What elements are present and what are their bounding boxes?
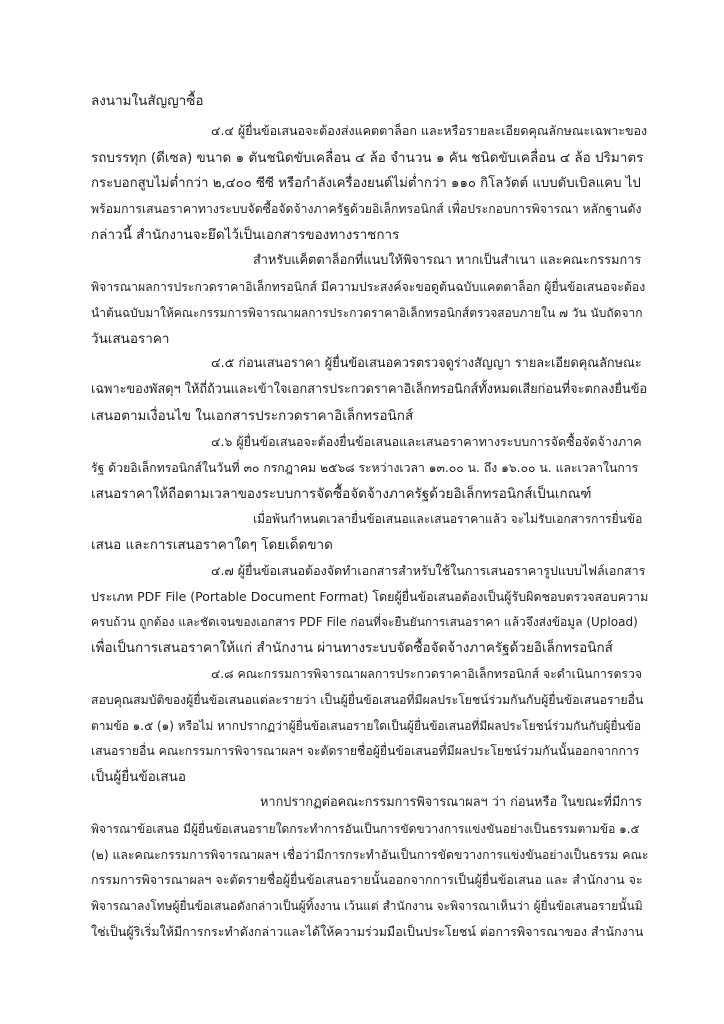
text-line: พร้อมการเสนอราคาทางระบบจัดซื้อจัดจ้างภาครัฐด้วยอิเล็กทรอนิกส์ เพื่อประกอบการพิจารณา หลักฐานดัง <box>91 202 642 216</box>
section-4-7-heading-line: ๔.๗ ผู้ยื่นข้อเสนอต้องจัดทำเอกสารสำหรับใช้ในการเสนอราคารูปแบบไฟล์เอกสาร <box>211 563 646 578</box>
text-line: ประเภท PDF File (Portable Document Format) โดยผู้ยื่นข้อเสนอต้องเป็นผู้รับผิดชอบตรวจสอบความ <box>91 589 649 604</box>
text-line: วันเสนอราคา <box>91 331 170 347</box>
text-line: เสนอราคาให้ถือตามเวลาของระบบการจัดซื้อจัดจ้างภาครัฐด้วยอิเล็กทรอนิกส์เป็นเกณฑ์ <box>91 486 592 502</box>
text-line: กระบอกสูบไม่ต่ำกว่า ๒,๔๐๐ ซีซี หรือกำลังเครื่องยนต์ไม่ต่ำกว่า ๑๑๐ กิโลวัตต์ แบบดับเบิลแคบ ไป <box>91 176 641 191</box>
text-line: ลงนามในสัญญาซื้อ <box>91 93 204 109</box>
text-line: เสนอ และการเสนอราคาใดๆ โดยเด็ดขาด <box>91 537 333 553</box>
text-line: กล่าวนี้ สำนักงานจะยึดไว้เป็นเอกสารของทางราชการ <box>91 227 400 243</box>
text-line: นำต้นฉบับมาให้คณะกรรมการพิจารณาผลการประกวดราคาอิเล็กทรอนิกส์ตรวจสอบภายใน ๗ วัน นับถัดจาก <box>91 306 643 320</box>
text-line: เฉพาะของพัสดุฯ ให้ถี่ถ้วนและเข้าใจเอกสารประกวดราคาอิเล็กทรอนิกส์ทั้งหมดเสียก่อนที่จะตกลงยื่นข้อ <box>91 382 648 397</box>
paragraph-start-line: หากปรากฏต่อคณะกรรมการพิจารณาผลฯ ว่า ก่อนหรือ ในขณะที่มีการ <box>260 795 643 810</box>
paragraph-start-line: เมื่อพ้นกำหนดเวลายื่นข้อเสนอและเสนอราคาแล้ว จะไม่รับเอกสารการยื่นข้อ <box>253 512 643 526</box>
paragraph-start-line: สำหรับแค็ตตาล็อกที่แนบให้พิจารณา หากเป็นสำเนา และคณะกรรมการ <box>253 253 642 268</box>
text-line: ใช่เป็นผู้ริเริ่มให้มีการกระทำดังกล่าวและได้ให้ความร่วมมือเป็นประโยชน์ ต่อการพิจารณาของ สำนักงาน <box>91 924 644 939</box>
text-line: เสนอรายอื่น คณะกรรมการพิจารณาผลฯ จะตัดรายชื่อผู้ยื่นข้อเสนอที่มีผลประโยชน์ร่วมกันนั้นออกจากการ <box>91 744 640 758</box>
text-line: ครบถ้วน ถูกต้อง และชัดเจนของเอกสาร PDF File ก่อนที่จะยืนยันการเสนอราคา แล้วจึงส่งข้อมูล (Upload) <box>91 615 638 629</box>
text-line: รัฐ ด้วยอิเล็กทรอนิกส์ในวันที่ ๓๐ กรกฎาคม ๒๕๖๘ ระหว่างเวลา ๑๓.๐๐ น. ถึง ๑๖.๐๐ น. และเวลาในการ <box>91 461 639 475</box>
section-4-8-heading-line: ๔.๘ คณะกรรมการพิจารณาผลการประกวดราคาอิเล็กทรอนิกส์ จะดำเนินการตรวจ <box>211 667 643 681</box>
text-line: เป็นผู้ยื่นข้อเสนอ <box>91 769 186 785</box>
section-4-5-heading-line: ๔.๕ ก่อนเสนอราคา ผู้ยื่นข้อเสนอควรตรวจดูร่างสัญญา รายละเอียดคุณลักษณะ <box>211 356 642 371</box>
section-4-4-heading-line: ๔.๔ ผู้ยื่นข้อเสนอจะต้องส่งแคตตาล็อก และหรือรายละเอียดคุณลักษณะเฉพาะของ <box>211 123 648 138</box>
text-line: พิจารณาข้อเสนอ มีผู้ยื่นข้อเสนอรายใดกระทำการอันเป็นการขัดขวางการแข่งขันอย่างเป็นธรรมตามข้อ ๑.๕ <box>91 822 640 836</box>
text-line: รถบรรทุก (ดีเซล) ขนาด ๑ ตันชนิดขับเคลื่อน ๔ ล้อ จำนวน ๑ คัน ชนิดขับเคลื่อน ๔ ล้อ ปริมาตร <box>91 150 644 166</box>
text-line: พิจารณาลงโทษผู้ยื่นข้อเสนอดังกล่าวเป็นผู้ทิ้งงาน เว้นแต่ สำนักงาน จะพิจารณาเห็นว่า ผู้ยื่นข้อเสนอรายนั้นมิ <box>91 899 643 913</box>
text-line: ตามข้อ ๑.๕ (๑) หรือไม่ หากปรากฏว่าผู้ยื่นข้อเสนอรายใดเป็นผู้ยื่นข้อเสนอที่มีผลประโยชน์ร่วมกันกับผู้ยื่นข้อ <box>91 719 642 733</box>
text-line: เพื่อเป็นการเสนอราคาให้แก่ สำนักงาน ผ่านทางระบบจัดซื้อจัดจ้างภาครัฐด้วยอิเล็กทรอนิกส์ <box>91 640 613 656</box>
section-4-6-heading-line: ๔.๖ ผู้ยื่นข้อเสนอจะต้องยื่นข้อเสนอและเสนอราคาทางระบบการจัดซื้อจัดจ้างภาค <box>211 434 642 449</box>
text-line: (๒) และคณะกรรมการพิจารณาผลฯ เชื่อว่ามีการกระทำอันเป็นการขัดขวางการแข่งขันอย่างเป็นธรรม คณะ <box>91 848 649 862</box>
text-line: กรรมการพิจารณาผลฯ จะตัดรายชื่อผู้ยื่นข้อเสนอรายนั้นออกจากการเป็นผู้ยื่นข้อเสนอ และ สำนักงาน จะ <box>91 872 643 887</box>
text-line: เสนอตามเงื่อนไข ในเอกสารประกวดราคาอิเล็กทรอนิกส์ <box>91 408 414 424</box>
text-line: สอบคุณสมบัติของผู้ยื่นข้อเสนอแต่ละรายว่า เป็นผู้ยื่นข้อเสนอที่มีผลประโยชน์ร่วมกันกับผู้ยื่นข้อเสนอรายอื่น <box>91 693 644 707</box>
text-line: พิจารณาผลการประกวดราคาอิเล็กทรอนิกส์ มีความประสงค์จะขอดูต้นฉบับแคตตาล็อก ผู้ยื่นข้อเสนอจะต้อง <box>91 280 646 294</box>
